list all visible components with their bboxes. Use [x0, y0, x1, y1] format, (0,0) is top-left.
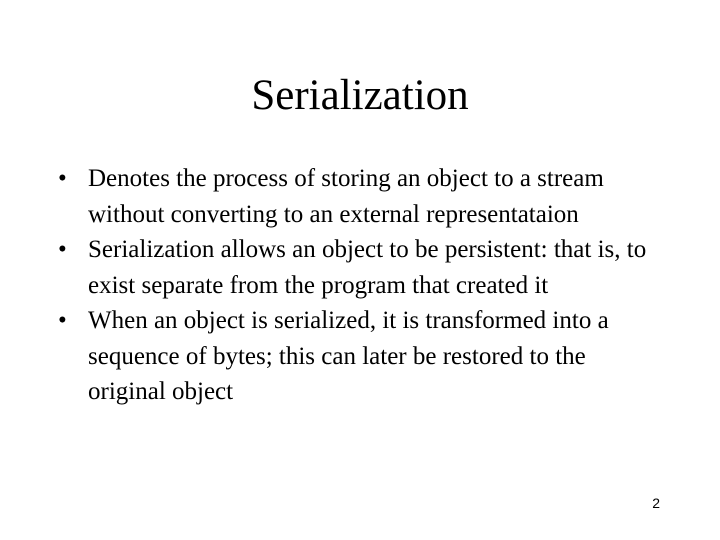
bullet-text: Denotes the process of storing an object to a stream without converting to an external representataion	[88, 165, 604, 228]
bullet-icon: •	[58, 307, 67, 334]
slide-title: Serialization	[251, 72, 469, 119]
bullet-item	[58, 232, 668, 303]
bullet-item	[58, 303, 668, 410]
bullet-icon: •	[58, 165, 67, 192]
bullet-text: Serialization allows an object to be persistent: that is, to exist separate from the program that created it	[88, 236, 647, 299]
bullet-text: When an object is serialized, it is transformed into a sequence of bytes; this can later be restored to the original object	[88, 307, 609, 405]
bullet-list	[58, 161, 668, 410]
bullet-item	[58, 161, 668, 232]
page-number: 2	[652, 495, 660, 511]
bullet-icon: •	[58, 236, 67, 263]
